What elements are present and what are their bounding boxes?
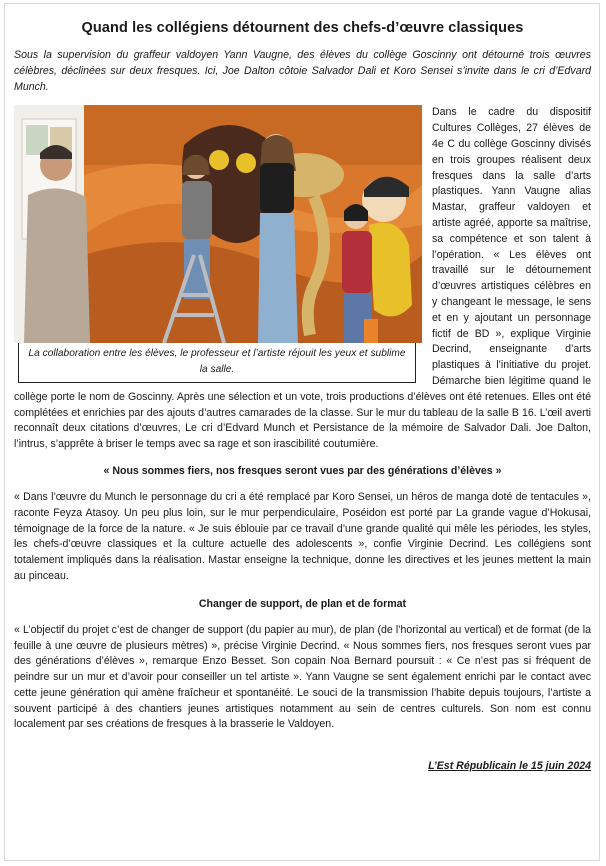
paragraph-2: « Dans l’œuvre du Munch le personnage du cri a été remplacé par Koro Sensei, un héros de manga doté de tentacules », raconte Feyza Atasoy. Un peu plus loin, sur le mur perpendiculaire, Poséidon est porté par La grande vague d’Hokusai, témoignage de la force de la nature. « Je suis éblouie par ce travail d’une grande qualité qui mêle les périodes, les styles, les chefs-d’œuvre classiques et la culture actuelle des adolescents », confie Virginie Decrind. Les collégiens sont totalement impliqués dans la réalisation. Mastar enseigne la technique, donne les directives et les jeunes mettent la main au pinceau. bbox=[14, 490, 591, 582]
paragraph-3: « L’objectif du projet c’est de changer de support (du papier au mur), de plan (de l’horizontal au vertical) et de format (de la feuille à une œuvre de plusieurs mètres) », précise Virginie Decrind. « Nous sommes fiers, nos fresques seront vues par des générations d’élèves », remarque Enzo Besset. Son copain Noa Bernard poursuit : « Ce n’est pas si fréquent de peindre sur un mur et d’avoir pour conseiller un tel artiste ». Yann Vaugne se sent également enrichi par le contact avec cette jeune génération qui amène fraîcheur et spontanéité. Le souci de la transmission l’habite depuis toujours, l’artiste a souvent participé à des chantiers jeunes artistiques notamment au sein de centres culturels. Son nom est connu localement par ses créations de fresques à la brasserie le Valdoyen. bbox=[14, 623, 591, 731]
section-heading: Changer de support, de plan et de format bbox=[198, 597, 407, 610]
mural-photo-illustration bbox=[14, 105, 422, 343]
article-title: Quand les collégiens détournent des chefs-d’œuvre classiques bbox=[81, 20, 524, 36]
article bbox=[14, 18, 591, 774]
mural-photo bbox=[14, 105, 422, 343]
article-figure bbox=[14, 105, 422, 383]
paragraph-1: Dans le cadre du dispositif Cultures Collèges, 27 élèves de 4e C du collège Goscinny divisés en trois groupes réalisent deux fresques dans la salle d’arts plastiques. Yann Vaugne alias Mastar, graffeur valdoyen et artiste agréé, apporte sa maîtrise, sa compétence et son talent à l’opération. « Les élèves ont travaillé sur le détournement d’œuvres artistiques célèbres en y changeant le message, le sens et en y ajoutant un personnage fictif de BD », explique Virginie Decrind, enseignante d’arts plastiques à l’initiative du projet. Démarche bien légitime quand le collège porte le nom de Goscinny. Après une sélection et un vote, trois productions d’élèves ont été retenues. Elles ont été complétées et enrichies par des ajouts d’autres camarades de la classe. Sur le mur du tableau de la salle B 16. L’œil averti reconnaît deux citations d’œuvres, Le cri d’Edvard Munch et Persistance de la mémoire de Salvador Dali. Joe Dalton, l’intrus, s’apprête à briser le temps avec sa rage et son irascibilité coutumière. bbox=[14, 106, 591, 451]
article-lead: Sous la supervision du graffeur valdoyen Yann Vaugne, des élèves du collège Goscinny ont détourné trois œuvres célèbres, déclinées sur deux fresques. Ici, Joe Dalton côtoie Salvador Dali et Koro Sensei s’invite dans le cri d’Edvard Munch. bbox=[14, 49, 591, 93]
quote-heading: « Nous sommes fiers, nos fresques seront vues par des générations d’élèves » bbox=[103, 464, 502, 477]
article-source: L’Est Républicain le 15 juin 2024 bbox=[428, 760, 591, 773]
photo-caption: La collaboration entre les élèves, le professeur et l’artiste réjouit les yeux et sublime la salle. bbox=[18, 343, 416, 383]
